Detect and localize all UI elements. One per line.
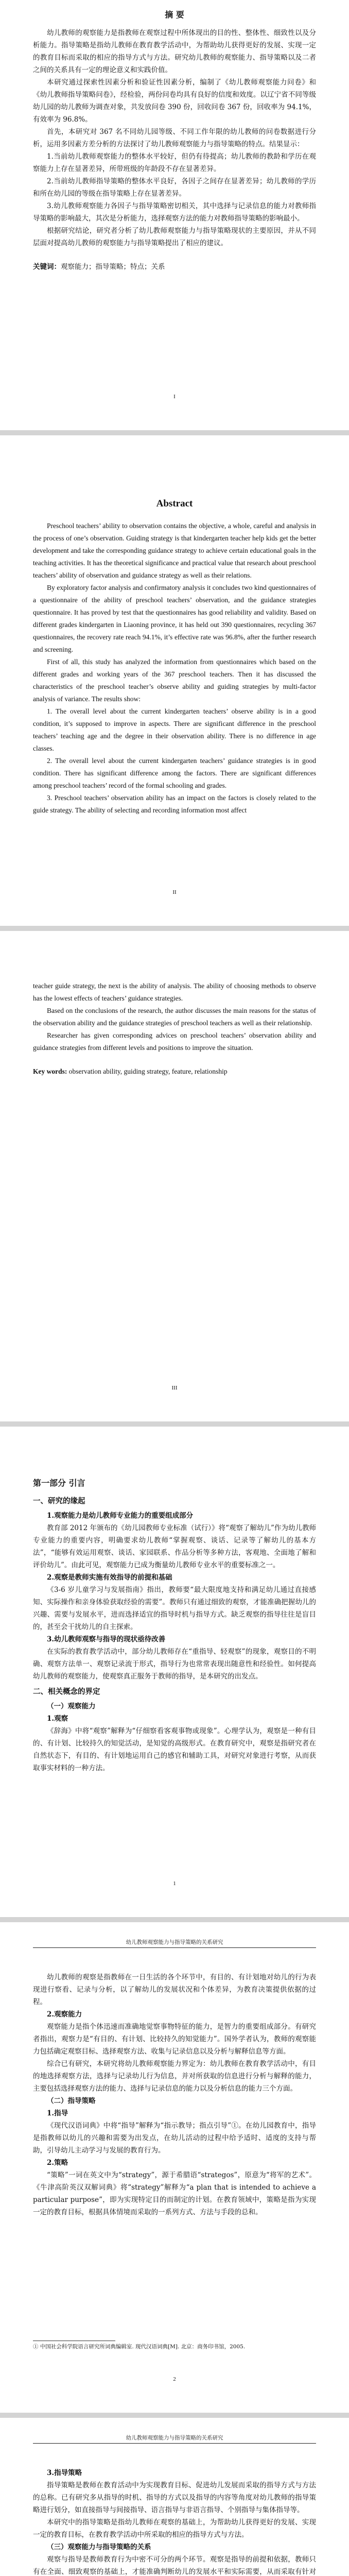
page-number: II	[172, 889, 177, 895]
page-number: III	[171, 1385, 178, 1391]
footnote-text: ① 中国社会科学院语言研究所词典编辑室. 现代汉语词典[M]. 北京：商务印书馆，2005.	[33, 2344, 246, 2350]
item-heading: 2.策略	[47, 2159, 68, 2167]
paragraph: “策略”一词在英文中为“strategy”，源于希腊语“strategos”，原意为“将军的艺术”。《牛津高阶英汉双解词典》将“strategy”解释为“a plan that is intended to achieve a particular purpose”，即为实现特定目的而制定的计划。在教育领域中，策略是指为实现一定的教育目标，根据具体情境而采取的一系列方式、方法与手段的总和。	[33, 2171, 316, 2216]
page-number: I	[173, 394, 176, 400]
keywords-label: 关键词：	[33, 263, 61, 271]
keywords-label: Key words:	[33, 1067, 69, 1075]
page-abstract-en	[0, 435, 349, 926]
paragraph: 在实际的教育教学活动中，部分幼儿教师存在“重指导、轻观察”的现象，观察目的不明确、观察方法单一、观察记录流于形式，指导行为也常常表现出随意性和经验性。如何提高幼儿教师的观察能力，使观察真正服务于教师的指导，是本研究的出发点。	[33, 1648, 316, 1681]
section-heading: 一、研究的缘起	[33, 1497, 85, 1505]
page-content	[33, 1971, 316, 2368]
page-abstract-cn	[0, 0, 349, 430]
item-heading: 2.观察能力	[47, 2010, 82, 2019]
section-heading: 二、相关概念的界定	[33, 1687, 100, 1696]
paragraph: 幼儿教师的观察是指教师在一日生活的各个环节中，有目的、有计划地对幼儿的行为表现进行察看、记录与分析，以了解幼儿的发展状况和个体差异，为教育决策提供依据的过程。	[33, 1973, 316, 2006]
result-item: 2. The overall level about the current kindergarten teachers’ guidance strategies is in good condition. There has significant difference among the factors. There are significant differences among preschool teachers’ record of the formal schooling and grades.	[33, 757, 316, 789]
page-concepts	[0, 1922, 349, 2413]
page-content	[33, 2467, 316, 2576]
page-content	[33, 496, 316, 877]
item-heading: 1.指导	[47, 2109, 68, 2117]
paragraph: 首先，本研究对 367 名不同幼儿园等级、不同工作年限的幼儿教师的问卷数据进行分析，运用多因素方差分析的方法探讨了幼儿教师观察能力与指导策略的特点。结果显示：	[33, 128, 316, 148]
result-item: 1.当前幼儿教师观察能力的整体水平较好，但仍有待提高；幼儿教师的教龄和学历在观察能力上存在显著差异，所带班级的年龄段不存在显著差异。	[33, 152, 316, 173]
paragraph: 《现代汉语词典》中将“指导”解释为“指示教导；指点引导”①。在幼儿园教育中，指导是指教师以幼儿的兴趣和需要为出发点，在幼儿活动的过程中给予适时、适度的支持与帮助，引导幼儿主动学习与发展的教育行为。	[33, 2122, 316, 2155]
paragraph: 指导策略是教师在教育活动中为实现教育目标、促进幼儿发展而采取的指导方式与方法的总称。已有研究多从指导的时机、指导的方式以及指导的内容等角度对幼儿教师的指导策略进行划分，如直接指导与间接指导、语言指导与非语言指导、个别指导与集体指导等。	[33, 2481, 316, 2514]
paragraph: Preschool teachers’ ability to observation contains the objective, a whole, careful and analysis in the process of one’s observation. Guiding strategy is that kindergarten teacher help kids get the better development and take the corresponding guidance strategy to achieve certain educational goals in the teaching activities. It has the theoretical significance and practical value that research about preschool teachers’ ability of observation and guidance strategy as well as their relations.	[33, 522, 316, 579]
paragraph: 观察与指导是教师教育行为中密不可分的两个环节。观察是指导的前提和依据，教师只有在全面、细致观察的基础上，才能准确判断幼儿的发展水平和实际需要，从而采取有针对	[33, 2555, 316, 2576]
subheading: 2.观察是教师实施有效指导的前提和基础	[47, 1573, 172, 1582]
paragraph: teacher guide strategy, the next is the ability of analysis. The ability of choosing methods to observe has the lowest effects of teachers’ guidance strategies.	[33, 982, 316, 1002]
paragraph: 综合已有研究，本研究将幼儿教师观察能力界定为：幼儿教师在教育教学活动中，有目的地选择观察方法，选择与记录幼儿行为信息，并对所获取的信息进行分析与解释的能力，主要包括选择观察方法的能力、选择与记录信息的能力以及分析信息的能力三个方面。	[33, 2060, 316, 2093]
running-header: 幼儿教师观察能力与指导策略的关系研究	[33, 1939, 316, 1948]
page-content	[33, 7, 316, 378]
subsection-heading: （一）观察能力	[47, 1702, 96, 1710]
page-content	[33, 1476, 316, 1872]
part-title: 第一部分 引言	[33, 1478, 85, 1488]
paragraph: Researcher has given corresponding advices on preschool teachers’ observation ability and guidance strategies from different levels and positions to improve the situation.	[33, 1031, 316, 1052]
keywords-cn	[33, 261, 316, 273]
paragraph: 幼儿教师的观察能力是指教师在观察过程中所体现出的目的性、整体性、细致性以及分析能力。指导策略是指幼儿教师在教育教学活动中，为帮助幼儿获得更好的发展、实现一定的教育目标而采取的相应的指导方式与方法。研究幼儿教师的观察能力、指导策略以及二者之间的关系具有一定的理论意义和实践价值。	[33, 29, 316, 74]
subheading: 1.观察能力是幼儿教师专业能力的重要组成部分	[47, 1512, 194, 1520]
paragraph: 《辞海》中将“观察”解释为“仔细察看客观事物或现象”。心理学认为，观察是一种有目的、有计划、比较持久的知觉活动，是知觉的高级形式。在教育研究中，观察是指研究者在自然状态下，有目的、有计划地运用自己的感官和辅助工具，对研究对象进行考察，从而获取事实材料的一种方法。	[33, 1727, 316, 1772]
keywords-text: 观察能力；指导策略；特点；关系	[61, 263, 165, 271]
page-abstract-en-continued	[0, 931, 349, 1421]
keywords-en	[33, 1065, 316, 1078]
page-introduction	[0, 1427, 349, 1917]
paragraph: 教育部 2012 年颁布的《幼儿园教师专业标准（试行）》将“观察了解幼儿”作为幼儿教师专业能力的重要内容，明确要求幼儿教师“掌握观察、谈话、记录等了解幼儿的基本方法”，“能够有效运用观察、谈话、家园联系、作品分析等多种方法，客观地、全面地了解和评价幼儿”。由此可见，观察能力已成为衡量幼儿教师专业水平的重要标准之一。	[33, 1524, 316, 1569]
page-significance	[0, 2418, 349, 2576]
paragraph: 根据研究结论，研究者分析了幼儿教师观察能力与指导策略现状的主要原因，并从不同层面对提高幼儿教师的观察能力与指导策略提出了相应的建议。	[33, 227, 316, 247]
paragraph: 本研究通过探索性因素分析和验证性因素分析，编制了《幼儿教师观察能力问卷》和《幼儿教师指导策略问卷》，经检验，两份问卷均具有良好的信度和效度。以辽宁省不同等级幼儿园的幼儿教师为调查对象，共发放问卷 390 份，回收问卷 367 份，回收率为 94.1%，有效率为 96.8%。	[33, 78, 316, 124]
paragraph: 观察能力是指个体迅速而准确地觉察事物特征的能力，是智力的重要组成部分。有研究者指出，观察力是“有目的、有计划、比较持久的知觉能力”。国外学者认为，教师的观察能力包括确定观察目标、选择观察方法、收集与记录信息以及分析与解释信息等方面。	[33, 2023, 316, 2056]
result-item: 1. The overall level about the current kindergarten teachers’ observe ability is in a good condition, it’s supposed to improve in aspects. There are significant difference in the preschool teachers’ teaching age and the degree in their observation ability. There is no difference in age classes.	[33, 707, 316, 752]
item-heading: 1.观察	[47, 1715, 68, 1723]
paragraph: 《3-6 岁儿童学习与发展指南》指出，教师要“最大限度地支持和满足幼儿通过直接感知、实际操作和亲身体验获取经验的需要”。教师只有通过细致的观察，才能准确把握幼儿的兴趣、需要与发展水平，进而选择适宜的指导时机与指导方式。缺乏观察的指导往往是盲目的，甚至会干扰幼儿的自主探索。	[33, 1586, 316, 1631]
abstract-en-title: Abstract	[156, 498, 193, 509]
paragraph: 本研究中的指导策略是指幼儿教师在观察的基础上，为帮助幼儿获得更好的发展、实现一定的教育目标，在教育教学活动中所采取的相应的指导方式与方法。	[33, 2518, 316, 2539]
paragraph: By exploratory factor analysis and confirmatory analysis it concludes two kind questionnaires of a questionnaire of the ability of preschool teachers’ observation, and the guidance strategies questionnaire. It has proved by test that the questionnaires has good reliability and validity. Based on different grades kindergarten in Liaoning province, it has held out 390 questionnaires, recycling 367 questionnaires, the recovery rate reach 94.1%, it’s effective rate was 96.8%, after the further research and screening.	[33, 584, 316, 653]
result-item: 3. Preschool teachers’ observation ability has an impact on the factors is closely related to the guide strategy. The ability of selecting and recording information most affect	[33, 794, 316, 814]
page-number: 2	[173, 2376, 176, 2382]
paragraph: First of all, this study has analyzed the information from questionnaires which based on the different grades and working years of the 367 preschool teachers. Then it has discussed the characteristics of the preschool teacher’s observe ability and guiding strategies by multi-factor analysis of variance. The results show:	[33, 658, 316, 703]
paragraph: Based on the conclusions of the research, the author discusses the main reasons for the status of the observation ability and the guidance strategies of preschool teachers as well as their relationship.	[33, 1007, 316, 1027]
result-item: 2.当前幼儿教师指导策略的整体水平良好，各因子之间存在显著差异；幼儿教师的学历和所在幼儿园的等级在指导策略上存在显著差异。	[33, 177, 316, 198]
page-number: 1	[173, 1880, 176, 1887]
footnote	[33, 2341, 316, 2351]
result-item: 3.幼儿教师观察能力各因子与指导策略密切相关，其中选择与记录信息的能力对教师指导策略的影响最大，其次是分析能力，选择观察方法的能力对教师指导策略的影响最小。	[33, 202, 316, 223]
abstract-cn-title: 摘 要	[165, 10, 184, 20]
item-heading: 3.指导策略	[47, 2469, 82, 2477]
page-content	[33, 980, 316, 1377]
keywords-text: observation ability, guiding strategy, feature, relationship	[68, 1067, 228, 1075]
subsection-heading: （二）指导策略	[47, 2097, 96, 2105]
subheading: 3.幼儿教师观察与指导的现状亟待改善	[47, 1635, 166, 1643]
subsection-heading: （三）观察能力与指导策略的关系	[47, 2543, 151, 2551]
running-header: 幼儿教师观察能力与指导策略的关系研究	[33, 2434, 316, 2444]
